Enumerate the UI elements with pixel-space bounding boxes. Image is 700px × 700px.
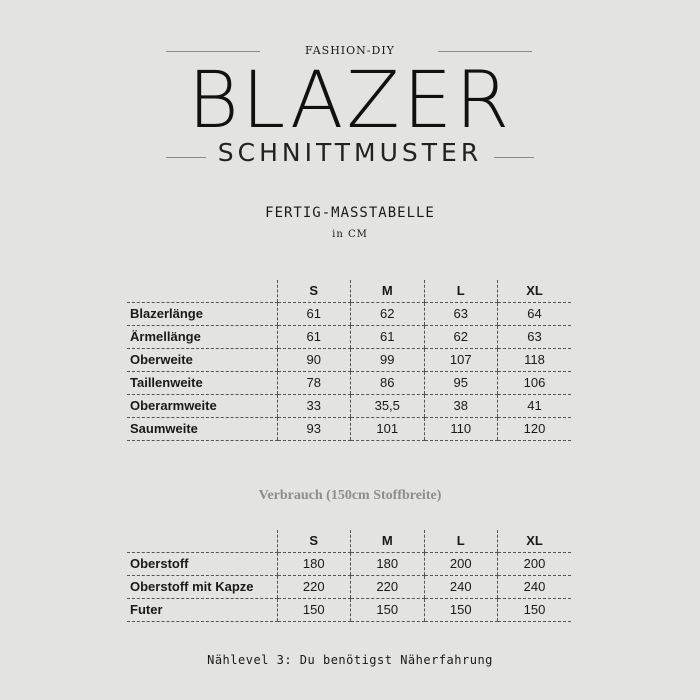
table-cell: 33: [277, 395, 351, 418]
size-header: M: [351, 530, 425, 553]
measurement-table-heading: FERTIG-MASSTABELLE: [265, 205, 435, 221]
table-row: [127, 303, 571, 326]
row-label: Oberstoff: [127, 553, 277, 576]
header-label-cell: [127, 530, 277, 553]
table-cell: 63: [424, 303, 498, 326]
table-cell: 62: [424, 326, 498, 349]
row-label: Saumweite: [127, 418, 277, 441]
table-cell: 150: [277, 599, 351, 622]
table-cell: 64: [498, 303, 572, 326]
table-row: [127, 553, 571, 576]
table-cell: 41: [498, 395, 572, 418]
row-label: Oberweite: [127, 349, 277, 372]
measurement-table: [127, 280, 571, 441]
page-subtitle: SCHNITTMUSTER: [217, 138, 483, 167]
table-cell: 120: [498, 418, 572, 441]
table-cell: 61: [277, 326, 351, 349]
row-label: Taillenweite: [127, 372, 277, 395]
size-header: L: [424, 280, 498, 303]
table-cell: 93: [277, 418, 351, 441]
table-cell: 150: [424, 599, 498, 622]
table-cell: 180: [277, 553, 351, 576]
table-cell: 107: [424, 349, 498, 372]
table-cell: 150: [351, 599, 425, 622]
table-cell: 78: [277, 372, 351, 395]
table-cell: 240: [424, 576, 498, 599]
size-header: S: [277, 530, 351, 553]
row-label: Oberstoff mit Kapze: [127, 576, 277, 599]
row-label: Ärmellänge: [127, 326, 277, 349]
table-cell: 150: [498, 599, 572, 622]
page-title: BLAZER: [187, 56, 513, 146]
consumption-heading: Verbrauch (150cm Stoffbreite): [258, 488, 442, 503]
table-cell: 101: [351, 418, 425, 441]
table-cell: 90: [277, 349, 351, 372]
table-cell: 61: [351, 326, 425, 349]
table-cell: 118: [498, 349, 572, 372]
table-cell: 180: [351, 553, 425, 576]
table-header-row: [127, 530, 571, 553]
row-label: Oberarmweite: [127, 395, 277, 418]
size-header: XL: [498, 280, 572, 303]
table-cell: 240: [498, 576, 572, 599]
table-cell: 220: [351, 576, 425, 599]
size-header: S: [277, 280, 351, 303]
table-cell: 61: [277, 303, 351, 326]
table-cell: 200: [424, 553, 498, 576]
table-row: [127, 576, 571, 599]
header-label-cell: [127, 280, 277, 303]
row-label: Futer: [127, 599, 277, 622]
measurement-unit: in CM: [332, 229, 368, 240]
table-row: [127, 418, 571, 441]
table-cell: 95: [424, 372, 498, 395]
table-cell: 38: [424, 395, 498, 418]
row-label: Blazerlänge: [127, 303, 277, 326]
table-cell: 35,5: [351, 395, 425, 418]
consumption-table: [127, 530, 571, 622]
table-cell: 220: [277, 576, 351, 599]
sewing-level-note: Nählevel 3: Du benötigst Näherfahrung: [207, 653, 493, 667]
size-header: XL: [498, 530, 572, 553]
table-cell: 62: [351, 303, 425, 326]
size-header: M: [351, 280, 425, 303]
table-cell: 99: [351, 349, 425, 372]
table-cell: 63: [498, 326, 572, 349]
table-header-row: [127, 280, 571, 303]
table-cell: 110: [424, 418, 498, 441]
brand-eyebrow: FASHION-DIY: [305, 44, 395, 57]
table-row: [127, 349, 571, 372]
table-row: [127, 326, 571, 349]
table-cell: 106: [498, 372, 572, 395]
size-header: L: [424, 530, 498, 553]
table-row: [127, 372, 571, 395]
table-cell: 86: [351, 372, 425, 395]
table-cell: 200: [498, 553, 572, 576]
table-row: [127, 395, 571, 418]
table-row: [127, 599, 571, 622]
